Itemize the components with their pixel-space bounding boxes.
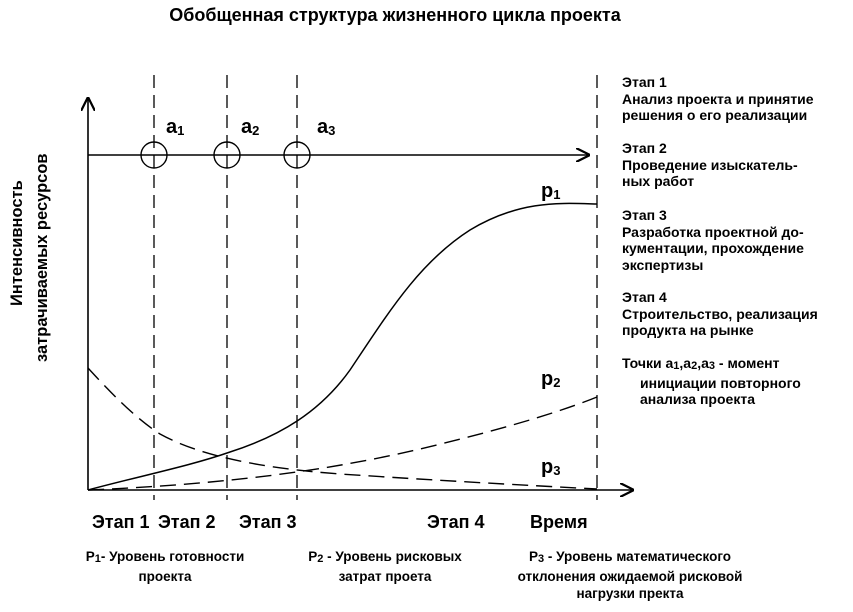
note-p2-line1: Р2 - Уровень рисковых: [308, 549, 462, 565]
stage-label-1: Этап 1: [92, 512, 150, 532]
y-axis-label-line1: Интенсивность: [8, 180, 26, 306]
diagram-title: Обобщенная структура жизненного цикла проекта: [169, 5, 621, 25]
legend-points-line2: инициации повторного: [640, 374, 801, 391]
legend-stage3-line1: Разработка проектной до-: [622, 223, 804, 240]
note-p3-line2: отклонения ожидаемой рисковой: [517, 569, 743, 584]
stage-label-4: Этап 4: [427, 512, 485, 532]
x-axis-label: Время: [530, 512, 588, 532]
note-p1-line2: проекта: [138, 569, 192, 584]
legend-stage3-line2: кументации, прохождение: [622, 240, 804, 256]
curve-label-p3: p3: [541, 456, 561, 478]
legend-stage4-line1: Строительство, реализация: [622, 305, 818, 322]
stage-label-2: Этап 2: [158, 512, 216, 532]
note-p2: [285, 548, 485, 585]
curve-p2: [88, 397, 597, 490]
curve-p1: [88, 203, 597, 490]
legend-stage3: [622, 207, 804, 273]
note-p3-line3: нагрузки пректа: [576, 586, 684, 601]
note-p1: [70, 548, 260, 585]
legend-stage1-line2: решения о его реализации: [622, 107, 808, 123]
point-label-a3: a3: [317, 116, 336, 138]
legend-stage4-title: Этап 4: [622, 289, 667, 305]
note-p3-line1: Р3 - Уровень математического: [528, 549, 732, 565]
legend-stage1: [622, 74, 814, 124]
point-label-a1: a1: [166, 116, 185, 138]
legend-stage1-line1: Анализ проекта и принятие: [622, 90, 814, 107]
legend-stage4: [622, 289, 818, 339]
legend-points: [622, 355, 801, 408]
legend-stage3-title: Этап 3: [622, 207, 667, 223]
legend-points-line1: Точки а1,а2,а3 - момент: [622, 355, 780, 372]
curve-label-p1: p1: [541, 180, 561, 202]
legend-stage2-line1: Проведение изыскатель-: [622, 156, 798, 173]
point-label-a2: a2: [241, 116, 260, 138]
note-p1-line1: Р1- Уровень готовности: [85, 549, 245, 565]
stage-label-3: Этап 3: [239, 512, 297, 532]
legend-stage2: [622, 140, 798, 190]
note-p3: [500, 548, 760, 602]
legend-points-line3: анализа проекта: [640, 391, 755, 407]
legend-stage4-line2: продукта на рынке: [622, 322, 754, 338]
legend-stage2-title: Этап 2: [622, 140, 667, 156]
legend-stage3-line3: экспертизы: [622, 256, 704, 273]
note-p2-line2: затрат проета: [338, 569, 432, 584]
legend-stage1-title: Этап 1: [622, 74, 667, 90]
y-axis-label-line2: затрачиваемых ресурсов: [33, 153, 51, 362]
curve-label-p2: p2: [541, 368, 561, 390]
legend-stage2-line2: ных работ: [622, 173, 695, 189]
